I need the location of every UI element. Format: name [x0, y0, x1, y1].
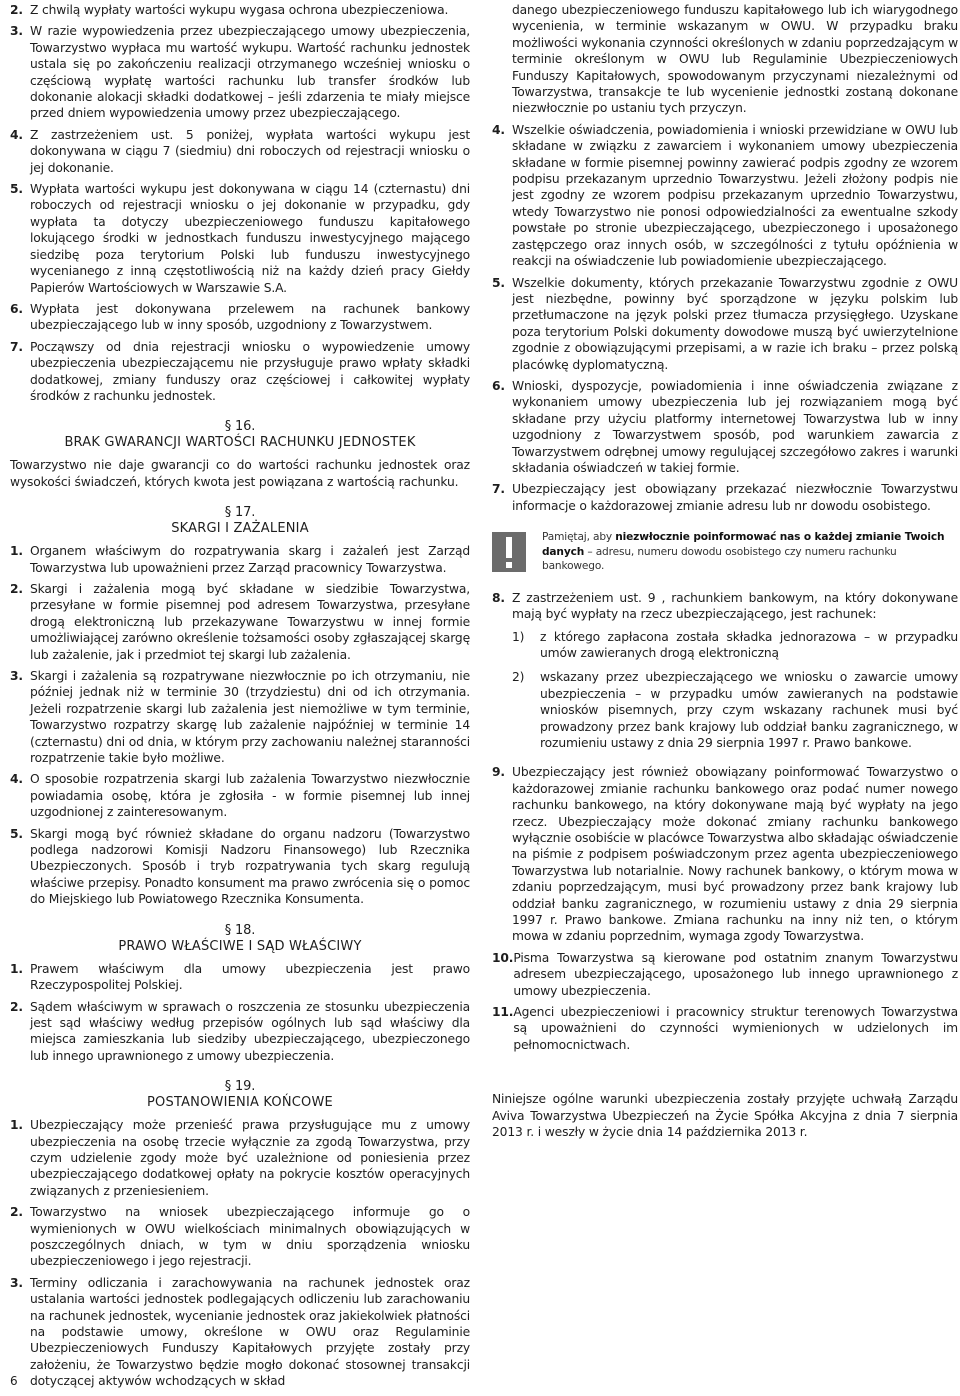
notice-text: Pamiętaj, aby niezwłocznie poinformować nas o każdej zmianie Twoich danych – adresu, numeru dowodu osobistego czy numeru rachunku bankowego. — [542, 531, 945, 573]
item-text: Prawem właściwym dla umowy ubezpieczenia jest prawo Rzeczypospolitej Polskiej. — [30, 961, 470, 993]
item-number: 3. — [10, 24, 23, 39]
item-number: 1. — [10, 1118, 23, 1133]
item-number: 4. — [492, 122, 505, 137]
list-item — [492, 764, 958, 944]
list-item — [10, 2, 470, 18]
item-text: Wypłata wartości wykupu jest dokonywana w ciągu 14 (czternastu) dni roboczych od rejestracji wniosku o jej dokonanie w przypadku, gdy wypłata ta dotyczy ubezpieczeniowego funduszu kapitałowego lokującego środki w jednostkach funduszu inwestycyjnego mającego siedzibę poza terytorium Polski lub funduszu inwestycyjnego wycenianego z inną częstotliwością niż na każdy dzień pracy Giełdy Papierów Wartościowych w Warszawie S.A. — [30, 182, 470, 295]
item-text: Skargi mogą być również składane do organu nadzoru (Towarzystwo podlega nadzorowi Komisji Nadzoru Finansowego) lub Rzecznika Ubezpieczonych. Sposób i tryb rozpatrywania tych skarg regulują właściwe przepisy. Ponadto konsument ma prawo zwrócenia się o pomoc do Miejskiego lub Powiatowego Rzecznika Konsumenta. — [30, 826, 470, 907]
final-provisions-list-cont — [492, 764, 958, 1053]
item-number: 7. — [492, 482, 505, 497]
section-18-heading — [10, 923, 470, 955]
item-text: Z zastrzeżeniem ust. 9 , rachunkiem bankowym, na który dokonywane mają być wypłaty na rzecz ubezpieczającego, jest rachunek: — [512, 590, 958, 622]
list-item — [492, 950, 958, 999]
list-item — [10, 826, 470, 908]
item-number: 1. — [10, 544, 23, 559]
section-17-list — [10, 543, 470, 908]
item-number: 7. — [10, 339, 23, 354]
item-number: 11. — [492, 1005, 514, 1020]
section-number: § 18. — [224, 922, 256, 938]
section-title: BRAK GWARANCJI WARTOŚCI RACHUNKU JEDNOSTEK — [64, 435, 416, 451]
item-text: z którego zapłacona została składka jednorazowa – w przypadku umów zawieranych drogą elektroniczną — [540, 629, 958, 660]
section-18-list — [10, 961, 470, 1064]
continuation-paragraph: danego ubezpieczeniowego funduszu kapitałowego lub ich wiarygodnego wycenienia, w terminie wskazanym w OWU. W przypadku braku możliwości wykonania czynności określonych w zdaniu poprzedzającym w terminie określonym w OWU lub Regulaminie Ubezpieczeniowych Funduszy Kapitałowych, spowodowanym przyczynami niezależnymi od Towarzystwa, transakcje te lub wycenienie jednostki zostaną dokonane niezwłocznie po ustaniu tych przyczyn. — [512, 3, 958, 116]
list-item — [10, 771, 470, 820]
list-item — [10, 301, 470, 334]
section-16-text: Towarzystwo nie daje gwarancji co do wartości rachunku jednostek oraz wysokości świadczeń, których kwota jest powiązana z wartością rachunku. — [10, 458, 470, 489]
notice-emphasis: niezwłocznie poinformować nas o każdej zmianie Twoich danych — [542, 531, 945, 558]
list-item — [10, 23, 470, 121]
list-item — [492, 590, 958, 760]
item-text: Wszelkie oświadczenia, powiadomienia i wnioski przewidziane w OWU lub składane w związku z zawarciem i wykonaniem umowy ubezpieczenia składane w formie pisemnej powinny zawierać podpis zgodny ze wzorem podpisu przekazanym uprzednio Towarzystwu. Jeżeli złożony podpis nie jest zgodny ze wzorem podpisu przekazanym uprzednio Towarzystwu, wtedy Towarzystwo nie ponosi odpowiedzialności za ewentualne szkody powstałe po stronie ubezpieczającego, ubezpieczonego i uposażonego zastępczego oraz innych osób, w szczególności z tytułu opóźnienia w reakcji na oświadczenie lub powiadomienie ubezpieczającego. — [512, 122, 958, 269]
item-text: Ubezpieczający jest obowiązany przekazać niezwłocznie Towarzystwu informacje o każdorazowej zmianie adresu lub nr dowodu osobistego. — [512, 482, 958, 513]
list-item — [512, 669, 958, 751]
right-column — [492, 2, 958, 1140]
list-item — [492, 378, 958, 476]
item-number: 10. — [492, 950, 514, 965]
item-text: Z zastrzeżeniem ust. 5 poniżej, wypłata wartości wykupu jest dokonywana w ciągu 7 (siedmiu) dni roboczych od rejestracji wniosku o jej dokonanie. — [30, 127, 470, 175]
list-item — [10, 1275, 470, 1390]
section-17-heading — [10, 505, 470, 537]
list-item — [10, 668, 470, 766]
list-item — [10, 1204, 470, 1270]
item-number: 2. — [10, 999, 23, 1014]
item-text: Towarzystwo na wniosek ubezpieczającego informuje go o wymienionych w OWU wielkościach minimalnych obowiązujących w poszczególnych dniach, w tym w dniu sporządzenia wniosku ubezpieczeniowego i jego rejestracji. — [30, 1205, 470, 1269]
list-item — [492, 275, 958, 373]
item-number: 3. — [10, 669, 23, 683]
item-text: Wszelkie dokumenty, których przekazanie Towarzystwu zgodnie z OWU jest niezbędne, powinny być sporządzone w języku polskim lub przetłumaczone na język polski przez tłumacza przysięgłego. Uzyskane poza terytorium Polski dokumenty dowodowe muszą być uwierzytelnione zgodnie z obowiązującymi przepisami, a w razie ich braku – przez polską placówkę dyplomatyczną. — [512, 275, 958, 372]
item-number: 5. — [10, 826, 23, 841]
item-number: 9. — [492, 765, 505, 780]
item-number: 8. — [492, 590, 505, 605]
list-item — [10, 339, 470, 405]
item-text: Począwszy od dnia rejestracji wniosku o wypowiedzenie umowy ubezpieczenia ubezpieczającemu nie przysługuje prawo wpłaty składki dodatkowej, zmiany funduszy oraz częściowej i całkowitej wypłaty środków z rachunku jednostek. — [30, 339, 470, 403]
list-item — [10, 181, 470, 296]
list-item — [10, 543, 470, 576]
exclamation-icon — [492, 532, 526, 572]
list-item — [10, 581, 470, 663]
item-number: 2. — [10, 1205, 23, 1220]
item-number: 5. — [10, 182, 23, 197]
section-number: § 19. — [224, 1079, 256, 1095]
list-item — [492, 122, 958, 270]
list-item — [492, 1004, 958, 1053]
section-title: POSTANOWIENIA KOŃCOWE — [147, 1095, 333, 1111]
item-number: 2) — [512, 670, 525, 685]
item-text: Terminy odliczania i zarachowywania na rachunek jednostek oraz ustalania wartości jednostek podlegających odliczeniu lub zarachowaniu na rachunek jednostek, wycenianie jednostek oraz jakiekolwiek płatności na podstawie umowy, określone w OWU oraz Regulaminie Ubezpieczeniowych Funduszy Kapitałowych przyjęte zostały przy założeniu, że Towarzystwo będzie mogło dokonać stosownej transakcji dotyczącej aktywów wchodzących w skład — [30, 1275, 470, 1389]
list-item — [10, 1117, 470, 1199]
item-number: 1. — [10, 961, 23, 976]
notice-box — [492, 530, 958, 574]
sub-list — [512, 629, 958, 752]
item-text: Sądem właściwym w sprawach o roszczenia ze stosunku ubezpieczenia jest sąd właściwy według przepisów ogólnych lub sąd właściwy dla miejsca zamieszkania lub siedziby ubezpieczającego, ubezpieczonego lub innego uprawnionego z umowy ubezpieczenia. — [30, 999, 470, 1063]
section-title: SKARGI I ZAŻALENIA — [171, 521, 309, 537]
section-number: § 17. — [224, 505, 256, 521]
item-number: 2. — [10, 581, 23, 596]
section-19-heading — [10, 1079, 470, 1111]
list-item — [512, 629, 958, 662]
list-item — [10, 961, 470, 994]
item-text: Organem właściwym do rozpatrywania skarg i zażaleń jest Zarząd Towarzystwa lub upoważnieni przez Zarząd pracownicy Towarzystwa. — [30, 544, 470, 575]
item-text: wskazany przez ubezpieczającego we wniosku o zawarcie umowy ubezpieczenia – w przypadku umów zawieranych na podstawie wniosków pisemnych, przy czym wskazany rachunek musi być prowadzony przez bank krajowy lub oddział banku zagranicznego, w rozumieniu ustawy z dnia 29 sierpnia 1997 r. Prawo bankowe. — [540, 670, 958, 750]
page-number: 6 — [10, 1374, 18, 1388]
final-provisions-list — [492, 122, 958, 514]
section-19-list — [10, 1117, 470, 1390]
item-text: Pisma Towarzystwa są kierowane pod ostatnim znanym Towarzystwu adresem ubezpieczającego, uposażonego lub innego uprawnionego z umowy ubezpieczenia. — [513, 950, 958, 998]
item-number: 6. — [10, 301, 23, 316]
item-text: Z chwilą wypłaty wartości wykupu wygasa ochrona ubezpieczeniowa. — [30, 3, 449, 17]
item-number: 3. — [10, 1275, 23, 1290]
section-number: § 16. — [224, 419, 256, 435]
left-column — [10, 2, 470, 1395]
item-number: 5. — [492, 275, 505, 290]
item-number: 6. — [492, 378, 505, 393]
item-text: O sposobie rozpatrzenia skargi lub zażalenia Towarzystwo niezwłocznie powiadamia osobę, która je zgłosiła - w formie pisemnej lub innej uzgodnionej z zainteresowanym. — [30, 772, 470, 820]
item-text: Wnioski, dyspozycje, powiadomienia i inne oświadczenia związane z wykonaniem umowy ubezpieczenia lub jej rozwiązaniem mogą być składane przy użyciu platformy internetowej Towarzystwa lub w inny uzgodniony z Towarzystwem sposób, pod warunkiem zawarcia z Towarzystwem odrębnej umowy regulującej szczegółowo zakres i warunki składania oświadczeń w takiej formie. — [512, 378, 958, 475]
item-text: Skargi i zażalenia są rozpatrywane niezwłocznie po ich otrzymaniu, nie później jednak niż w terminie 30 (trzydziestu) dni od ich otrzymania. Jeżeli rozpatrzenie skargi lub zażalenia jest niemożliwe w tym terminie, Towarzystwo rozpatrzy skargę lub zażalenie najpóźniej w terminie 14 (czternastu) dni od dnia, w którym przy zachowaniu należnej staranności rozpatrzenie takie było możliwe. — [30, 669, 470, 766]
item-text: Ubezpieczający jest również obowiązany poinformować Towarzystwo o każdorazowej zmianie rachunku bankowego oraz podać numer nowego rachunku bankowego, na który dokonywane mają być wypłaty na jego rzecz. Ubezpieczający może dokonać zmiany rachunku bankowego wyłącznie osobiście w placówce Towarzystwa albo składając oświadczenie na piśmie z podpisem poświadczonym przez agenta ubezpieczeniowego Towarzystwa lub notarialnie. Nowy rachunek bankowy, o którym mowa w zdaniu poprzedzającym, musi być prowadzony przez bank krajowy lub oddział banku zagranicznego, w rozumieniu ustawy z dnia 29 sierpnia 1997 r. Prawo bankowe. Zmiana rachunku na inny niż ten, o którym mowa w zdaniu poprzednim, wymaga zgody Towarzystwa. — [512, 765, 958, 944]
item-number: 4. — [10, 772, 23, 787]
item-text: Ubezpieczający może przenieść prawa przysługujące mu z umowy ubezpieczenia na osobę trzecie wyłącznie za zgodą Towarzystwa, przy czym udzielenie zgody może być uzależnione od poniesienia przez ubezpieczającego dodatkowej opłaty na pokrycie kosztów operacyjnych związanych z przeniesieniem. — [30, 1118, 470, 1198]
section-16-heading — [10, 419, 470, 451]
item-text: W razie wypowiedzenia przez ubezpieczającego umowy ubezpieczenia, Towarzystwo wypłaca mu wartość wykupu. Wartość rachunku jednostek ustala się po zakończeniu realizacji otrzymanego wcześniej wniosku o częściową wypłatę wartości rachunku lub transfer środków lub dokonanie alokacji składki dodatkowej – jeśli zdarzenia te miały miejsce przed dniem wypowiedzenia umowy przez ubezpieczającego. — [30, 24, 470, 121]
item-number: 2. — [10, 3, 23, 17]
section-title: PRAWO WŁAŚCIWE I SĄD WŁAŚCIWY — [118, 938, 362, 954]
item-number: 4. — [10, 127, 23, 142]
item-text: Skargi i zażalenia mogą być składane w siedzibie Towarzystwa, przesyłane w formie pisemnej pod adresem Towarzystwa, przesyłane drogą elektroniczną lub przekazywane Towarzystwu w innej formie umożliwiającej zarówno określenie tożsamości osoby zgłaszającej skargę lub zażalenie, jak i przedmiot tej skargi lub zażalenia. — [30, 581, 470, 662]
list-item — [492, 481, 958, 514]
item-text: Agenci ubezpieczeniowi i pracownicy struktur terenowych Towarzystwa są upoważnieni do czynności wymienionych w udzielonych im pełnomocnictwach. — [513, 1005, 958, 1052]
section-15-continuation — [10, 2, 470, 404]
list-item — [10, 999, 470, 1065]
list-item — [10, 127, 470, 176]
item-text: Wypłata jest dokonywana przelewem na rachunek bankowy ubezpieczającego lub w inny sposób, uzgodniony z Towarzystwem. — [30, 301, 470, 333]
item-number: 1) — [512, 629, 525, 644]
closing-statement: Niniejsze ogólne warunki ubezpieczenia zostały przyjęte uchwałą Zarządu Aviva Towarzystwa Ubezpieczeń na Życie Spółka Akcyjna z dnia 7 sierpnia 2013 r. i weszły w życie dnia 14 października 2013 r. — [492, 1092, 958, 1140]
